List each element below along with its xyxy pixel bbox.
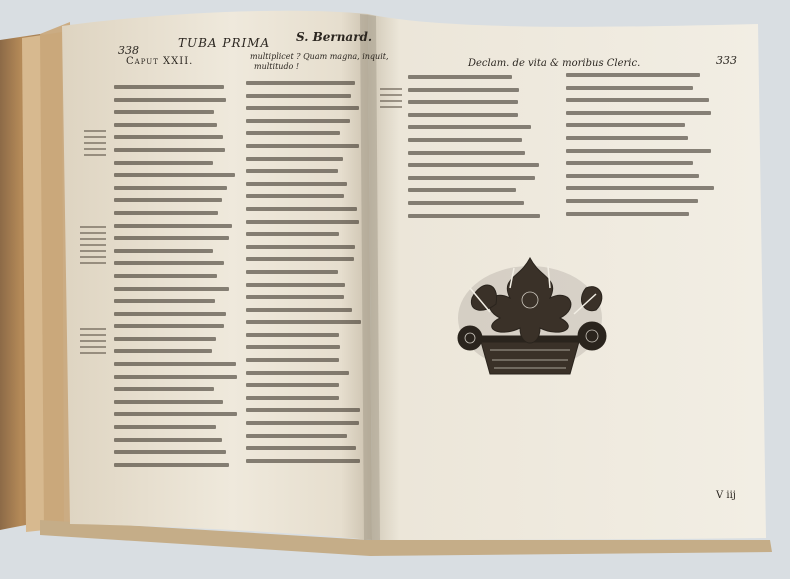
chapter-heading: Caput XXII. xyxy=(126,56,194,67)
text-line xyxy=(566,181,716,194)
left-column-2-text xyxy=(246,76,362,472)
text-line xyxy=(408,70,540,83)
text-line xyxy=(114,420,238,433)
text-line xyxy=(246,340,362,353)
text-line xyxy=(246,227,362,240)
text-line xyxy=(246,416,362,429)
text-line xyxy=(246,202,362,215)
text-line xyxy=(246,366,362,379)
text-line xyxy=(246,89,362,102)
chapter-lead: multiplicet ? Quam magna, inquit, xyxy=(250,52,389,61)
text-line xyxy=(566,194,716,207)
text-line xyxy=(246,315,362,328)
text-line xyxy=(566,68,716,81)
text-line xyxy=(114,344,238,357)
text-line xyxy=(246,403,362,416)
text-line xyxy=(114,395,238,408)
text-line xyxy=(114,193,238,206)
text-line xyxy=(566,156,716,169)
text-line xyxy=(246,391,362,404)
text-line xyxy=(246,265,362,278)
chapter-lead-2: multitudo ! xyxy=(254,62,300,71)
text-line xyxy=(246,252,362,265)
text-line xyxy=(114,269,238,282)
text-line xyxy=(114,143,238,156)
right-column-1-text xyxy=(408,70,540,220)
text-line xyxy=(114,319,238,332)
text-line xyxy=(246,139,362,152)
text-line xyxy=(566,207,716,220)
text-line xyxy=(246,101,362,114)
text-line xyxy=(246,240,362,253)
text-line xyxy=(246,290,362,303)
text-line xyxy=(114,181,238,194)
text-line xyxy=(114,407,238,420)
text-line xyxy=(114,206,238,219)
text-line xyxy=(246,353,362,366)
text-line xyxy=(114,307,238,320)
text-line xyxy=(114,118,238,131)
text-line xyxy=(114,294,238,307)
text-line xyxy=(566,118,716,131)
text-line xyxy=(114,433,238,446)
margin-note xyxy=(380,88,402,108)
text-line xyxy=(114,231,238,244)
text-line xyxy=(246,429,362,442)
text-line xyxy=(408,183,540,196)
right-running-head: Declam. de vita & moribus Cleric. xyxy=(468,58,641,69)
margin-note xyxy=(84,130,106,156)
margin-note xyxy=(80,328,106,358)
text-line xyxy=(408,120,540,133)
text-line xyxy=(246,76,362,89)
text-line xyxy=(114,382,238,395)
text-line xyxy=(246,177,362,190)
text-line xyxy=(114,80,238,93)
text-line xyxy=(246,378,362,391)
text-line xyxy=(114,332,238,345)
text-line xyxy=(114,445,238,458)
text-line xyxy=(246,114,362,127)
text-line xyxy=(246,303,362,316)
text-line xyxy=(114,458,238,471)
text-line xyxy=(408,158,540,171)
text-line xyxy=(246,152,362,165)
text-line xyxy=(246,454,362,467)
text-line xyxy=(408,133,540,146)
text-line xyxy=(114,282,238,295)
text-line xyxy=(114,105,238,118)
text-line xyxy=(114,244,238,257)
left-page-number: 338 xyxy=(118,44,139,57)
text-line xyxy=(246,164,362,177)
left-column-1-text xyxy=(114,80,238,480)
text-line xyxy=(114,130,238,143)
text-line xyxy=(408,108,540,121)
right-column-2-text xyxy=(566,68,716,220)
text-line xyxy=(114,256,238,269)
text-line xyxy=(114,357,238,370)
text-line xyxy=(566,131,716,144)
text-line xyxy=(114,219,238,232)
text-line xyxy=(408,196,540,209)
text-line xyxy=(246,215,362,228)
text-line xyxy=(246,328,362,341)
text-line xyxy=(566,169,716,182)
text-line xyxy=(114,168,238,181)
text-line xyxy=(114,156,238,169)
text-line xyxy=(566,144,716,157)
text-line xyxy=(246,126,362,139)
text-line xyxy=(408,95,540,108)
signature-mark: V iij xyxy=(716,490,736,501)
text-line xyxy=(246,189,362,202)
text-line xyxy=(246,441,362,454)
text-line xyxy=(408,146,540,159)
text-line xyxy=(566,81,716,94)
left-running-head-right: S. Bernard. xyxy=(296,30,373,44)
left-running-head: TUBA PRIMA xyxy=(178,36,271,50)
text-line xyxy=(566,106,716,119)
right-page-number: 333 xyxy=(716,54,737,67)
text-line xyxy=(246,278,362,291)
text-line xyxy=(408,171,540,184)
margin-note xyxy=(80,226,106,266)
text-line xyxy=(408,83,540,96)
text-line xyxy=(566,93,716,106)
text-line xyxy=(114,370,238,383)
text-line xyxy=(114,93,238,106)
text-line xyxy=(408,209,540,220)
